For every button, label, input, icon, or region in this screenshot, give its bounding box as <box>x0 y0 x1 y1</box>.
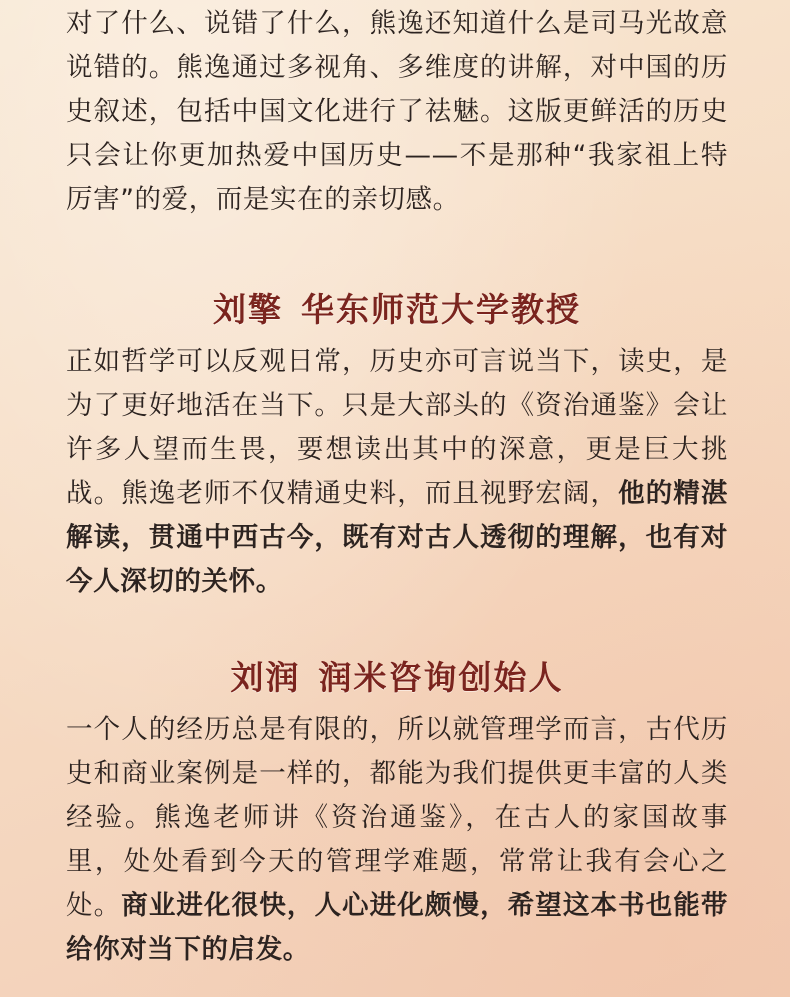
reviewer-title: 华东师范大学教授 <box>301 290 581 329</box>
review-paragraph-liu-run <box>66 708 728 972</box>
review-paragraph-liu-qing <box>66 340 728 604</box>
review-highlight: 商业进化很快，人心进化颇慢，希望这本书也能带给你对当下的启发。 <box>66 890 729 965</box>
reviewer-heading-liu-qing <box>66 290 728 330</box>
reviewer-name: 刘擎 <box>213 290 283 329</box>
review-text: 正如哲学可以反观日常，历史亦可言说当下，读史，是为了更好地活在当下。只是大部头的《资治通鉴》会让许多人望而生畏，要想读出其中的深意，更是巨大挑战。熊逸老师不仅精通史料，而且视野宏阔， <box>66 346 728 509</box>
review-text: 一个人的经历总是有限的，所以就管理学而言，古代历史和商业案例是一样的，都能为我们提供更丰富的人类经验。熊逸老师讲《资治通鉴》，在古人的家国故事里，处处看到今天的管理学难题，常常让我有会心之处。 <box>66 714 728 921</box>
intro-text: 对了什么、说错了什么，熊逸还知道什么是司马光故意说错的。熊逸通过多视角、多维度的讲解，对中国的历史叙述，包括中国文化进行了祛魅。这版更鲜活的历史只会让你更加热爱中国历史——不是那种“我家祖上特厉害”的爱，而是实在的亲切感。 <box>66 8 728 215</box>
reviewer-heading-liu-run <box>66 658 728 698</box>
review-highlight: 他的精湛解读，贯通中西古今，既有对古人透彻的理解，也有对今人深切的关怀。 <box>66 478 729 597</box>
reviewer-title: 润米咨询创始人 <box>318 658 564 697</box>
article <box>66 0 728 972</box>
intro-paragraph <box>66 2 728 222</box>
reviewer-name: 刘润 <box>230 658 301 697</box>
